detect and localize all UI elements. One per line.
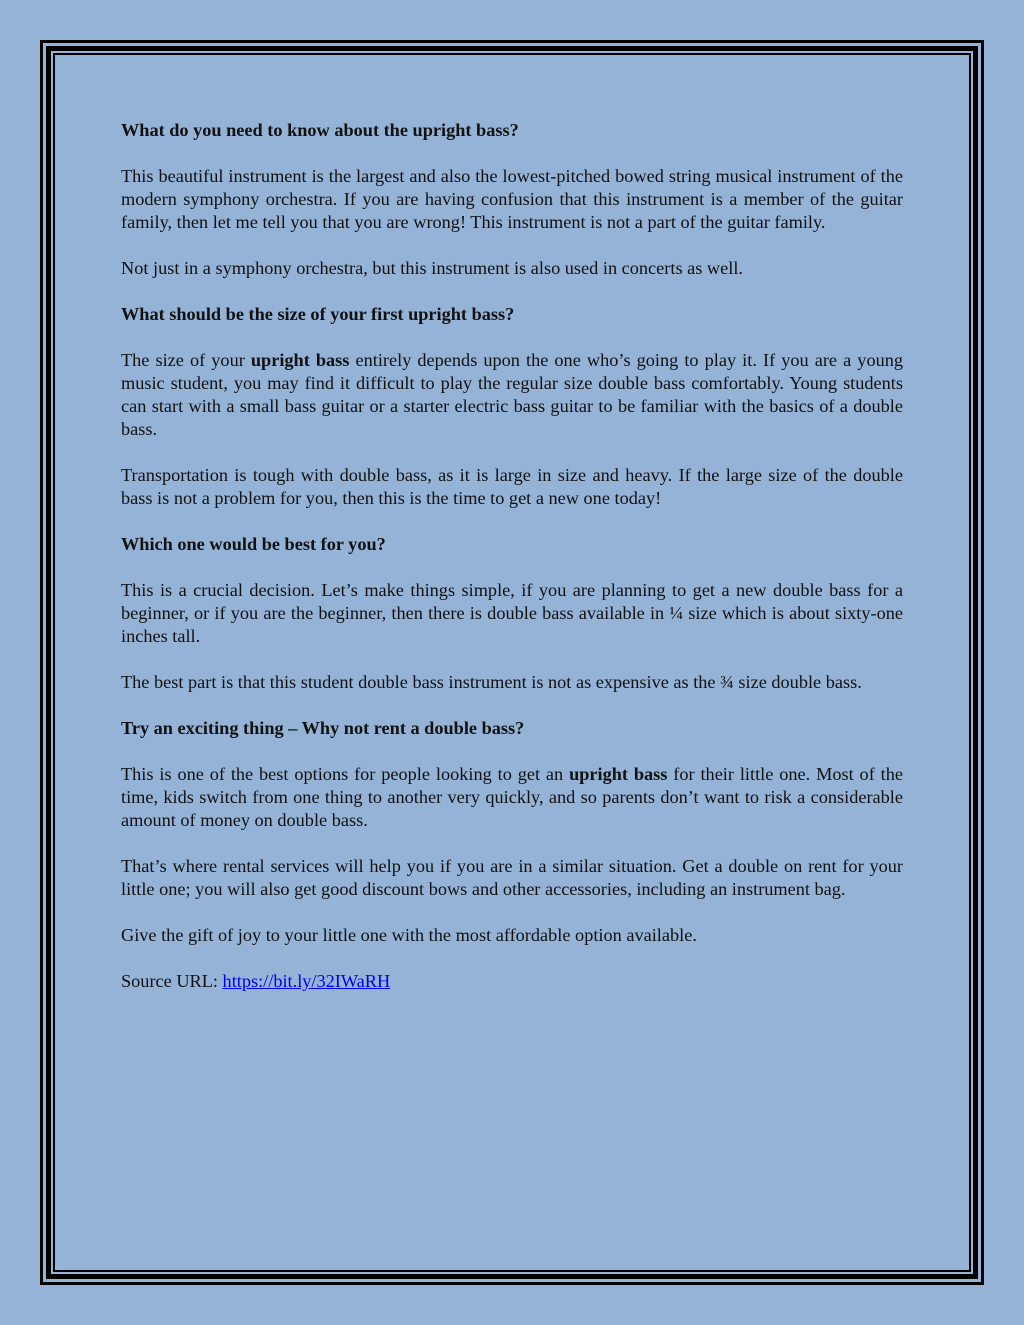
text-segment: This is one of the best options for people looking to get an — [121, 764, 570, 784]
paragraph-instrument-description: This beautiful instrument is the largest and also the lowest-pitched bowed string musical instrument of the modern symphony orchestra. If you are having confusion that this instrument is a member of the guitar family, then let me tell you that you are wrong! This instrument is not a part of the guitar family. — [121, 166, 903, 232]
source-line — [121, 970, 903, 993]
paragraph-transportation: Transportation is tough with double bass, as it is large in size and heavy. If the large size of the double bass is not a problem for you, then this is the time to get a new one today! — [121, 465, 903, 508]
article-body — [121, 119, 903, 1016]
heading-first-bass-size: What should be the size of your first upright bass? — [121, 304, 515, 324]
paragraph-crucial-decision: This is a crucial decision. Let’s make things simple, if you are planning to get a new double bass for a beginner, or if you are the beginner, then there is double bass available in ¼ size which is about sixty-one inches tall. — [121, 580, 903, 646]
text-segment: entirely depends upon the one who’s going to play it. If you are a young music student, you may find it difficult to play the regular size double bass comfortably. Young students can start with a small bass guitar or a starter electric bass guitar to be familiar with the basics of a double bass. — [121, 350, 904, 439]
paragraph-rent-options — [121, 763, 903, 832]
bold-keyword-upright-bass: upright bass — [250, 350, 350, 370]
source-label: Source URL: — [121, 971, 223, 991]
paragraph-orchestra-concerts: Not just in a symphony orchestra, but this instrument is also used in concerts as well. — [121, 258, 743, 278]
paragraph-gift-of-joy: Give the gift of joy to your little one with the most affordable option available. — [121, 925, 697, 945]
heading-upright-bass-intro: What do you need to know about the upright bass? — [121, 120, 519, 140]
heading-best-for-you: Which one would be best for you? — [121, 534, 386, 554]
paragraph-size-depends — [121, 349, 903, 441]
text-segment: The size of your — [121, 350, 251, 370]
source-url-link[interactable]: https://bit.ly/32IWaRH — [222, 971, 391, 991]
heading-rent-double-bass: Try an exciting thing – Why not rent a double bass? — [121, 718, 525, 738]
text-segment: for their little one. Most of the time, kids switch from one thing to another very quickly, and so parents don’t want to risk a considerable amount of money on double bass. — [121, 764, 903, 830]
paragraph-rental-services: That’s where rental services will help you if you are in a similar situation. Get a double on rent for your little one; you will also get good discount bows and other accessories, including an instrument bag. — [121, 856, 903, 899]
paragraph-best-part: The best part is that this student double bass instrument is not as expensive as the ¾ size double bass. — [121, 672, 862, 692]
bold-keyword-upright-bass: upright bass — [569, 764, 668, 784]
